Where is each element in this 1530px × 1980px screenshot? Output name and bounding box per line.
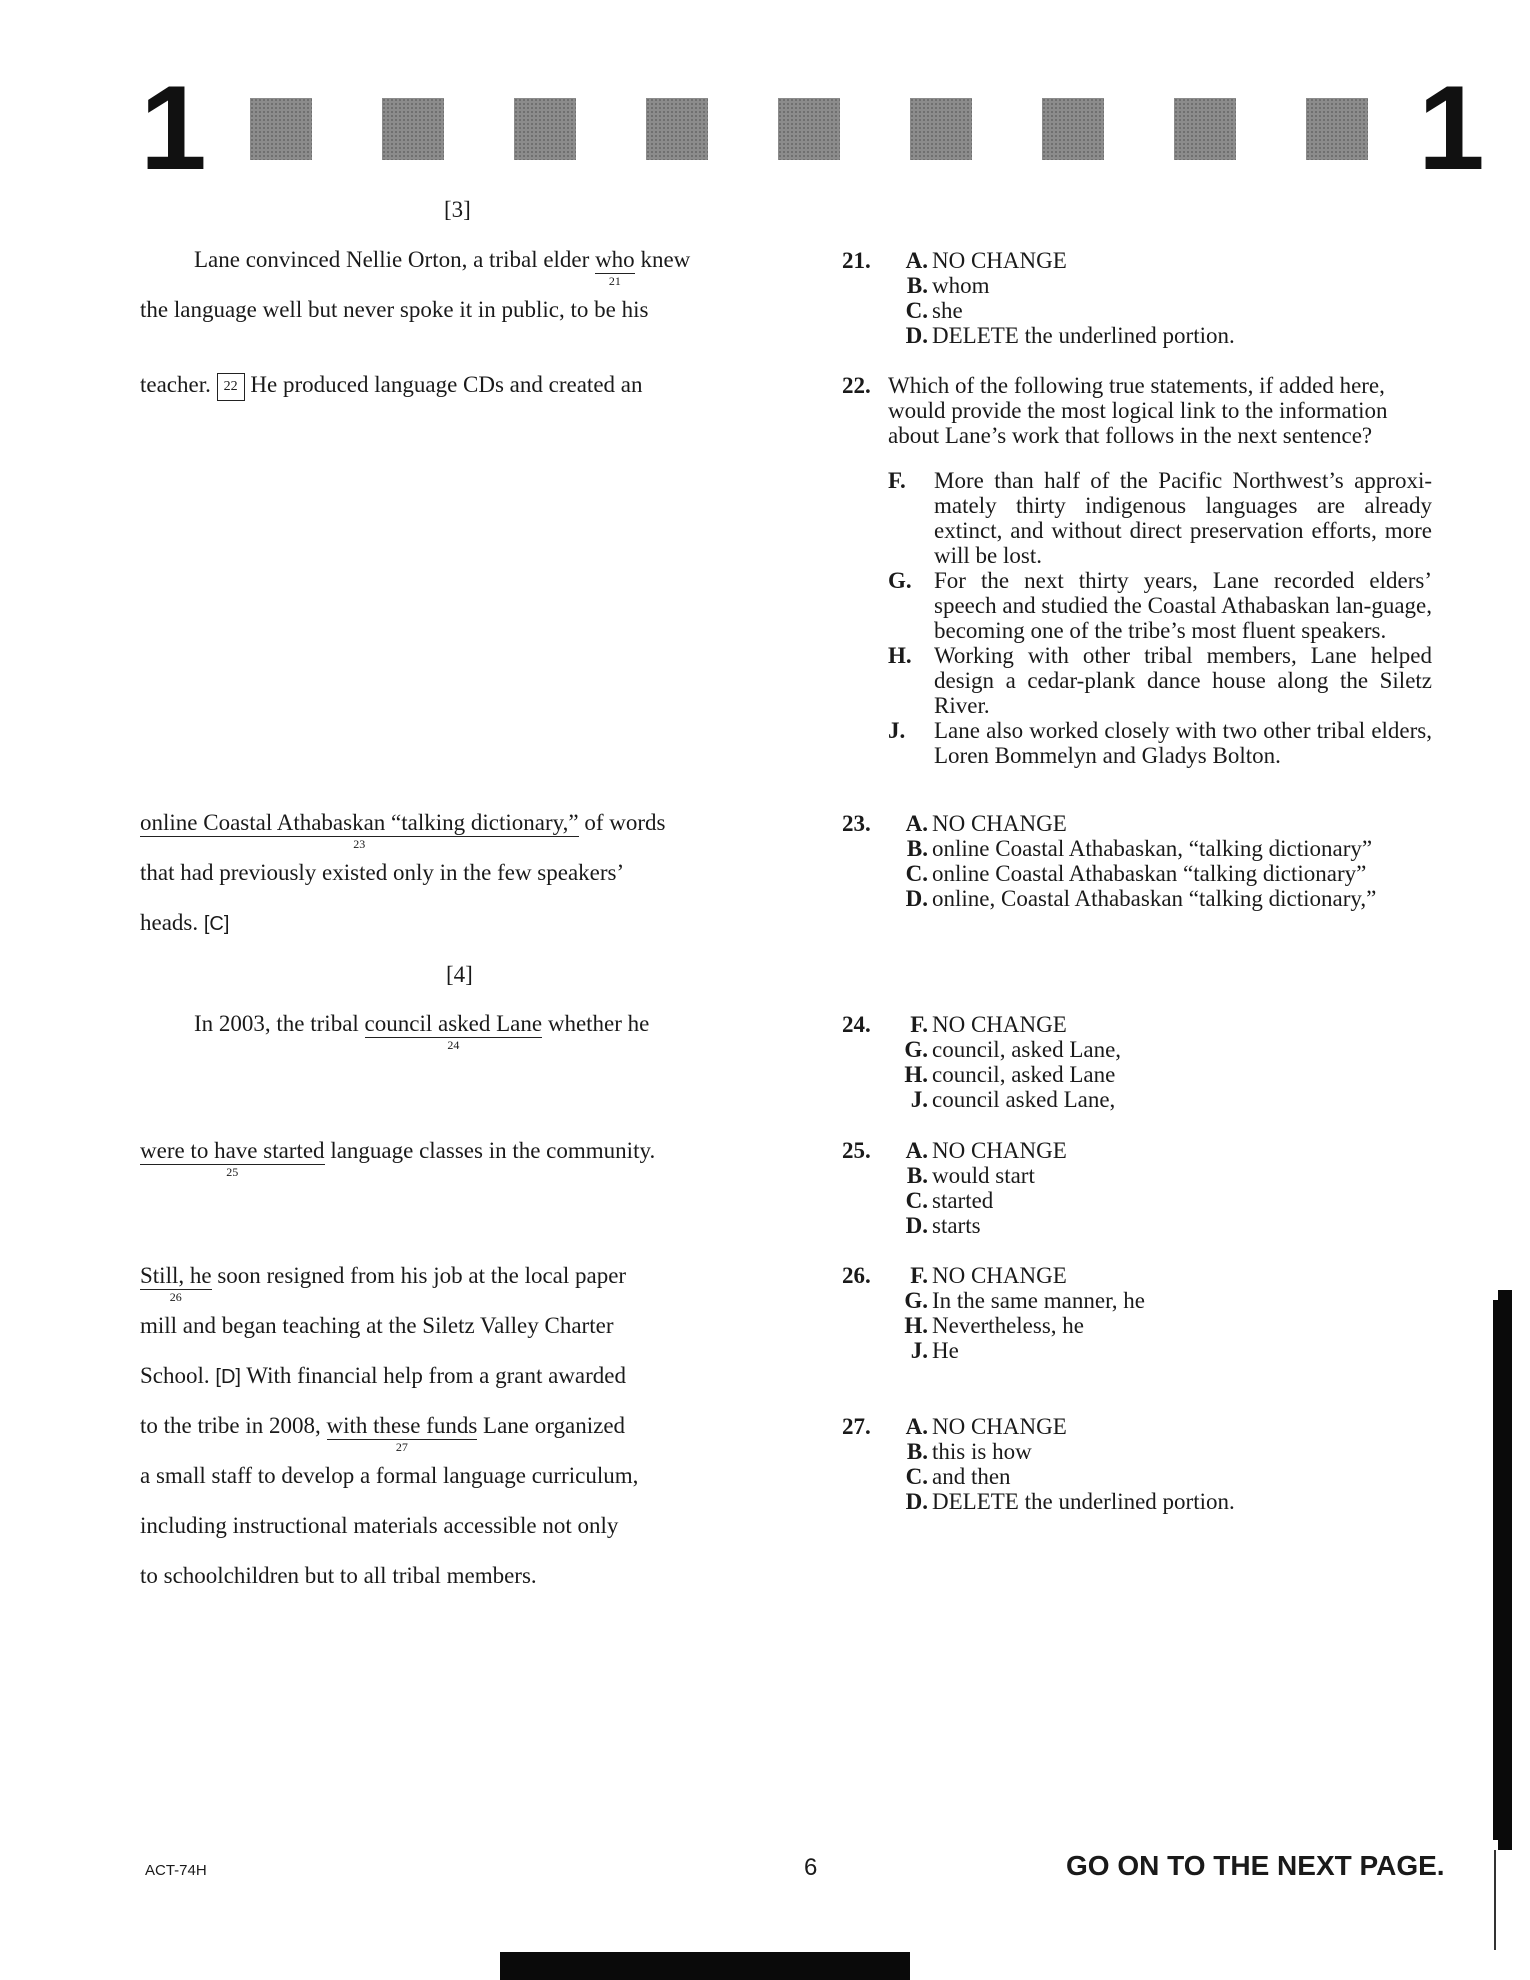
option-text[interactable]: NO CHANGE — [932, 811, 1067, 836]
passage-text: language classes in the community. — [324, 1138, 656, 1163]
question-number: 21. — [842, 248, 871, 273]
option-text[interactable]: council asked Lane, — [932, 1087, 1116, 1112]
option-text[interactable]: In the same manner, he — [932, 1288, 1146, 1313]
marker-c: [C] — [203, 913, 230, 935]
option-text[interactable]: Nevertheless, he — [932, 1313, 1084, 1338]
marker-d: [D] — [215, 1366, 241, 1388]
question-number: 26. — [842, 1263, 871, 1288]
option-letter: B. — [906, 273, 928, 298]
passage-text: Lane convinced Nellie Orton, a tribal elder — [194, 247, 596, 272]
option-text[interactable]: More than half of the Pacific Northwest’s approxi-mately thirty indigenous languages are already extinct, and without direct preservation efforts, more will be lost. — [934, 468, 1432, 568]
option-letter: D. — [905, 1489, 928, 1514]
option-text[interactable]: online, Coastal Athabaskan “talking dictionary,” — [932, 886, 1377, 911]
option-letter: C. — [905, 1188, 928, 1213]
header-square — [910, 98, 972, 160]
passage-text: Lane organized — [477, 1413, 626, 1438]
option-letter: A. — [905, 248, 928, 273]
option-text[interactable]: she — [932, 298, 963, 323]
header-square — [778, 98, 840, 160]
passage-line — [140, 910, 229, 937]
scan-edge-mark — [1493, 1300, 1499, 1840]
question-27 — [842, 1414, 1482, 1514]
option-letter: B. — [906, 836, 928, 861]
question-ref-23: 23 — [353, 837, 366, 851]
option-letter: A. — [905, 1138, 928, 1163]
scan-edge-mark — [1498, 1290, 1512, 1850]
scan-bottom-mark — [500, 1952, 910, 1980]
option-letter: B. — [906, 1439, 928, 1464]
question-24 — [842, 1012, 1482, 1112]
passage-line — [140, 1263, 627, 1304]
section-number-left: 1 — [140, 61, 207, 195]
passage-line — [140, 372, 643, 401]
paragraph-number-4: [4] — [446, 962, 473, 987]
page-number: 6 — [804, 1854, 818, 1881]
question-ref-25: 25 — [226, 1165, 239, 1179]
underlined-portion-27: with these funds 27 — [326, 1413, 478, 1454]
question-number: 22. — [842, 373, 871, 398]
option-text[interactable]: online Coastal Athabaskan, “talking dictionary” — [932, 836, 1373, 861]
option-letter: J. — [910, 1087, 928, 1112]
passage-line — [194, 1011, 650, 1052]
option-letter: C. — [905, 1464, 928, 1489]
passage-line: that had previously existed only in the few speakers’ — [140, 860, 625, 885]
option-letter: H. — [904, 1313, 928, 1338]
option-text[interactable]: whom — [932, 273, 990, 298]
passage-text: soon resigned from his job at the local paper — [211, 1263, 627, 1288]
option-letter: J. — [888, 718, 906, 743]
header-square — [514, 98, 576, 160]
passage-line: mill and began teaching at the Siletz Valley Charter — [140, 1313, 614, 1338]
form-code: ACT-74H — [145, 1862, 207, 1879]
question-number: 24. — [842, 1012, 871, 1037]
passage-text: heads. — [140, 910, 199, 935]
option-letter: D. — [905, 1213, 928, 1238]
question-number: 27. — [842, 1414, 871, 1439]
passage-text: of words — [578, 810, 666, 835]
underlined-portion-25: were to have started 25 — [140, 1138, 325, 1179]
question-26 — [842, 1263, 1482, 1363]
option-letter: F. — [888, 468, 906, 493]
underlined-portion-26: Still, he 26 — [140, 1263, 212, 1304]
header-square — [1306, 98, 1368, 160]
question-23 — [842, 811, 1482, 911]
option-text[interactable]: DELETE the underlined portion. — [932, 323, 1235, 348]
passage-line — [140, 1138, 656, 1179]
option-text[interactable]: and then — [932, 1464, 1011, 1489]
underlined-portion-21: who 21 — [595, 247, 635, 288]
question-stem: Which of the following true statements, if added here, — [888, 373, 1385, 398]
question-ref-27: 27 — [395, 1440, 408, 1454]
option-letter: C. — [905, 861, 928, 886]
option-letter: B. — [906, 1163, 928, 1188]
option-letter: F. — [910, 1263, 928, 1288]
passage-line: including instructional materials accessible not only — [140, 1513, 619, 1538]
option-text[interactable]: council, asked Lane — [932, 1062, 1116, 1087]
passage-text: to the tribe in 2008, — [140, 1413, 327, 1438]
header-square — [1042, 98, 1104, 160]
option-letter: J. — [910, 1338, 928, 1363]
question-ref-26: 26 — [169, 1290, 182, 1304]
passage-text: whether he — [542, 1011, 650, 1036]
question-stem: about Lane’s work that follows in the next sentence? — [888, 423, 1373, 448]
option-letter: A. — [905, 811, 928, 836]
option-letter: H. — [904, 1062, 928, 1087]
option-text[interactable]: online Coastal Athabaskan “talking dictionary” — [932, 861, 1367, 886]
passage-line — [140, 1413, 626, 1454]
header-square — [382, 98, 444, 160]
question-ref-21: 21 — [608, 274, 621, 288]
option-text[interactable]: NO CHANGE — [932, 1414, 1067, 1439]
option-text[interactable]: NO CHANGE — [932, 1263, 1067, 1288]
underlined-portion-23: online Coastal Athabaskan “talking dictionary,” 23 — [140, 810, 579, 851]
header-square — [646, 98, 708, 160]
option-letter: F. — [910, 1012, 928, 1037]
passage-line: the language well but never spoke it in public, to be his — [140, 297, 649, 322]
passage-text: knew — [634, 247, 691, 272]
question-25 — [842, 1138, 1482, 1238]
option-text[interactable]: Working with other tribal members, Lane helped design a cedar-plank dance house along the Siletz River. — [934, 643, 1432, 718]
option-letter: G. — [888, 568, 912, 593]
passage-line — [194, 247, 691, 288]
option-text[interactable]: DELETE the underlined portion. — [932, 1489, 1235, 1514]
question-stem: would provide the most logical link to the information — [888, 398, 1388, 423]
option-text[interactable]: NO CHANGE — [932, 248, 1067, 273]
section-number-right: 1 — [1418, 61, 1485, 195]
paragraph-number-3: [3] — [444, 197, 471, 222]
option-text[interactable]: council, asked Lane, — [932, 1037, 1122, 1062]
option-text[interactable]: For the next thirty years, Lane recorded elders’ speech and studied the Coastal Athabaskan lan-guage, becoming one of the tribe’s most fluent speakers. — [934, 568, 1432, 643]
scan-edge-line — [1494, 1850, 1496, 1950]
option-text[interactable]: this is how — [932, 1439, 1032, 1464]
option-letter: A. — [905, 1414, 928, 1439]
option-letter: G. — [904, 1037, 928, 1062]
option-text[interactable]: He — [932, 1338, 959, 1363]
underlined-portion-24: council asked Lane 24 — [364, 1011, 543, 1052]
option-letter: H. — [888, 643, 912, 668]
question-number: 23. — [842, 811, 871, 836]
question-22 — [842, 373, 1482, 768]
option-text[interactable]: Lane also worked closely with two other tribal elders, Loren Bommelyn and Gladys Bolton. — [934, 718, 1432, 768]
question-box-22: 22 — [217, 373, 245, 401]
option-letter: D. — [905, 886, 928, 911]
header-square — [250, 98, 312, 160]
passage-text: teacher. — [140, 372, 211, 397]
passage-text: School. — [140, 1363, 216, 1388]
option-letter: D. — [905, 323, 928, 348]
option-text[interactable]: would start — [932, 1163, 1035, 1188]
passage-line — [140, 810, 666, 851]
option-text[interactable]: started — [932, 1188, 994, 1213]
passage-line — [140, 1363, 626, 1390]
go-on-notice: GO ON TO THE NEXT PAGE. — [1066, 1850, 1445, 1881]
passage-text: With financial help from a grant awarded — [240, 1363, 626, 1388]
option-text[interactable]: NO CHANGE — [932, 1138, 1067, 1163]
question-ref-24: 24 — [447, 1038, 460, 1052]
option-letter: G. — [904, 1288, 928, 1313]
passage-line: a small staff to develop a formal language curriculum, — [140, 1463, 639, 1488]
passage-text: In 2003, the tribal — [194, 1011, 365, 1036]
question-21 — [842, 248, 1482, 348]
option-text[interactable]: NO CHANGE — [932, 1012, 1067, 1037]
header-square — [1174, 98, 1236, 160]
passage-line: to schoolchildren but to all tribal members. — [140, 1563, 537, 1588]
passage-text: He produced language CDs and created an — [244, 372, 643, 397]
option-text[interactable]: starts — [932, 1213, 981, 1238]
question-number: 25. — [842, 1138, 871, 1163]
option-letter: C. — [905, 298, 928, 323]
